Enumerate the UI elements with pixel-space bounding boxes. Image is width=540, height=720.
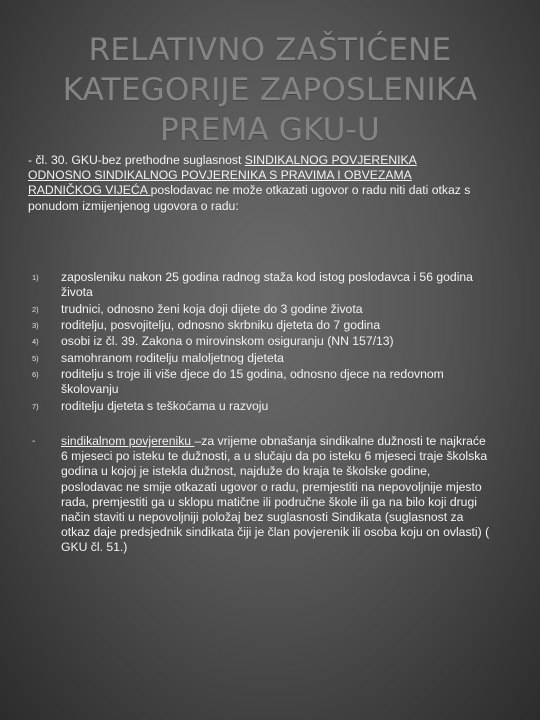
title-line-1: RELATIVNO ZAŠTIĆENE (88, 32, 452, 68)
list-number: 7) (32, 401, 39, 411)
list-item-text: roditelju, posvojitelju, odnosno skrbniku djeteta do 7 godina (61, 317, 381, 332)
intro-underlined: SINDIKALNOG POVJERENIKA ODNOSNO SINDIKALNOG POVJERENIKA S PRAVIMA I OBVEZAMA RADNIČKOG VIJEĆA (28, 153, 417, 198)
list-item (28, 318, 498, 333)
extra-underlined: sindikalnom povjereniku (61, 434, 195, 448)
list-number: 5) (32, 353, 39, 363)
list-number: 4) (32, 337, 39, 347)
list-item-text: osobi iz čl. 39. Zakona o mirovinskom osiguranju (NN 157/13) (61, 334, 394, 349)
list-item-text: roditelju djeteta s teškoćama u razvoju (61, 398, 269, 413)
intro-suffix: poslodavac ne može otkazati ugovor o radu niti dati otkaz s ponudom izmijenjenog ugovora o radu: (28, 183, 471, 213)
list-number: 2) (32, 304, 39, 314)
intro-paragraph (28, 153, 476, 214)
list-item (28, 270, 498, 300)
list-item (28, 334, 498, 349)
protected-categories-list (28, 270, 498, 415)
list-item (28, 399, 498, 414)
list-number: 1) (32, 273, 39, 282)
list-item-text: zaposleniku nakon 25 godina radnog staža kod istog poslodavca i 56 godina života (61, 270, 473, 300)
title-line-3: PREMA GKU-U (160, 112, 380, 148)
list-item-text: roditelju s troje ili više djece do 15 godina, odnosno djece na redovnom školovanju (61, 367, 444, 397)
title-line-2: KATEGORIJE ZAPOSLENIKA (62, 72, 478, 108)
slide-title (20, 30, 520, 150)
extra-body (28, 434, 494, 556)
bullet-marker: - (32, 436, 36, 447)
list-item (28, 302, 498, 317)
list-item-text: samohranom roditelju maloljetnog djeteta (61, 350, 284, 365)
list-item (28, 367, 498, 397)
list-item (28, 351, 498, 366)
list-number: 3) (32, 320, 39, 330)
list-number: 6) (32, 370, 39, 380)
extra-text: –za vrijeme obnašanja sindikalne dužnosti te najkraće 6 mjeseci po isteku te dužnosti, a u slučaju da po isteku 6 mjeseci traje školska godina u kojoj je istekla dužnost, najduže do kraja te školske godine, poslodavac ne smije otkazati ugovor o radu, premjestiti na nepovoljnije mjesto rada, premjestiti ga u sklopu matične ili područne škole ili ga na bilo koji drugi način staviti u nepovoljniji položaj bez suglasnosti Sindikata (suglasnost za otkaz daje predsjednik sindikata čiji je član povjerenik ili osoba koju on ovlasti) ( GKU čl. 51.) (61, 434, 490, 555)
list-item-text: trudnici, odnosno ženi koja doji dijete do 3 godine života (61, 301, 363, 316)
intro-prefix: - čl. 30. GKU-bez prethodne suglasnost (28, 153, 245, 167)
union-representative-paragraph (28, 434, 494, 556)
